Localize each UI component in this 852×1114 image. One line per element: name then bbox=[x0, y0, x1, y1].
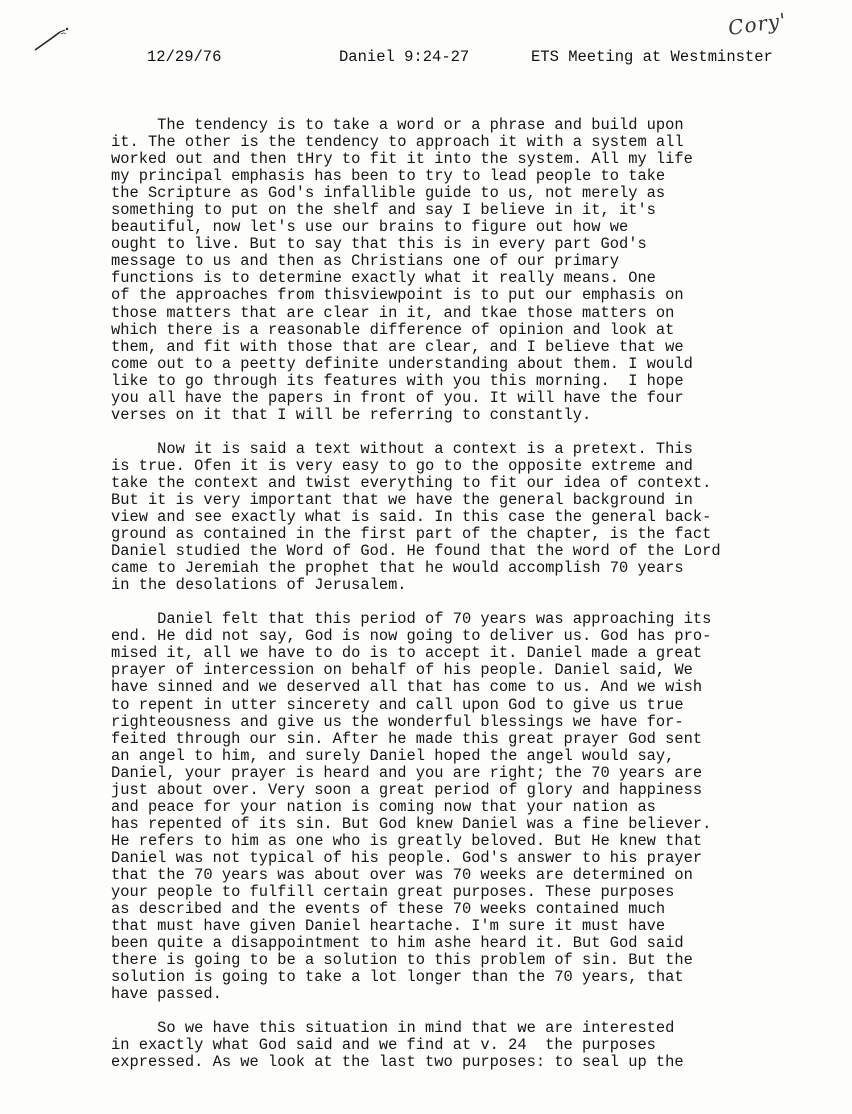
bleed-through-left-column bbox=[8, 160, 78, 920]
text-line: came to Jeremiah the prophet that he would accomplish 70 years bbox=[111, 559, 684, 578]
text-line: just about over. Very soon a great period of glory and happiness bbox=[111, 780, 703, 799]
header-date: 12/29/76 bbox=[147, 48, 222, 66]
text-line: them, and fit with those that are clear, and I believe that we bbox=[111, 337, 684, 356]
text-line: it. The other is the tendency to approach it with a system all bbox=[111, 133, 684, 152]
text-line: righteousness and give us the wonderful blessings we have for- bbox=[111, 712, 684, 731]
text-line: of the approaches from thisviewpoint is to put our emphasis on bbox=[111, 286, 684, 305]
text-line: the Scripture as God's infallible guide to us, not merely as bbox=[111, 184, 666, 203]
paragraph-1 bbox=[111, 117, 831, 424]
text-line: Daniel studied the Word of God. He found that the word of the Lord bbox=[111, 542, 721, 561]
text-line: has repented of its sin. But God knew Daniel was a fine believer. bbox=[111, 814, 712, 833]
text-line: like to go through its features with you this morning. I hope bbox=[111, 371, 684, 390]
text-line: and peace for your nation is coming now that your nation as bbox=[111, 797, 656, 816]
text-line: my principal emphasis has been to try to lead people to take bbox=[111, 167, 666, 186]
text-line: end. He did not say, God is now going to deliver us. God has pro- bbox=[111, 627, 712, 646]
text-line: as described and the events of these 70 weeks contained much bbox=[111, 900, 666, 919]
text-line: He refers to him as one who is greatly beloved. But He knew that bbox=[111, 831, 703, 850]
text-line: to repent in utter sincerety and call upon God to give us true bbox=[111, 695, 684, 714]
text-line: view and see exactly what is said. In this case the general back- bbox=[111, 508, 712, 527]
header-passage: Daniel 9:24-27 bbox=[339, 48, 470, 66]
text-line: Daniel felt that this period of 70 years was approaching its bbox=[111, 610, 712, 629]
text-line: worked out and then tHry to fit it into the system. All my life bbox=[111, 150, 693, 169]
text-line: in the desolations of Jerusalem. bbox=[111, 576, 407, 595]
text-line: an angel to him, and surely Daniel hoped the angel would say, bbox=[111, 746, 675, 765]
text-line: prayer of intercession on behalf of his people. Daniel said, We bbox=[111, 661, 693, 680]
text-line: take the context and twist everything to fit our idea of context. bbox=[111, 473, 712, 492]
text-line: which there is a reasonable difference of opinion and look at bbox=[111, 320, 675, 339]
paragraph-4 bbox=[111, 1020, 831, 1071]
text-line: is true. Ofen it is very easy to go to the opposite extreme and bbox=[111, 456, 693, 475]
text-line: mised it, all we have to do is to accept it. Daniel made a great bbox=[111, 644, 703, 663]
text-line: feited through our sin. After he made this great prayer God sent bbox=[111, 729, 703, 748]
text-line: have sinned and we deserved all that has come to us. And we wish bbox=[111, 678, 703, 697]
text-line: those matters that are clear in it, and tkae those matters on bbox=[111, 303, 675, 322]
text-line: ground as contained in the first part of the chapter, is the fact bbox=[111, 525, 712, 544]
text-line: ought to live. But to say that this is in every part God's bbox=[111, 235, 647, 254]
text-line: something to put on the shelf and say I believe in it, it's bbox=[111, 201, 656, 220]
text-line: But it is very important that we have the general background in bbox=[111, 490, 693, 509]
text-line: Daniel, your prayer is heard and you are right; the 70 years are bbox=[111, 763, 703, 782]
text-line: have passed. bbox=[111, 985, 222, 1004]
text-line: solution is going to take a lot longer than the 70 years, that bbox=[111, 968, 684, 987]
text-line: The tendency is to take a word or a phrase and build upon bbox=[111, 116, 684, 134]
text-line: message to us and then as Christians one of our primary bbox=[111, 252, 619, 271]
text-line: expressed. As we look at the last two purposes: to seal up the bbox=[111, 1053, 684, 1072]
pen-mark-icon bbox=[30, 22, 80, 62]
text-line: your people to fulfill certain great purposes. These purposes bbox=[111, 883, 675, 902]
text-line: you all have the papers in front of you. It will have the four bbox=[111, 388, 684, 407]
text-line: verses on it that I will be referring to constantly. bbox=[111, 405, 592, 424]
text-line: Daniel was not typical of his people. God's answer to his prayer bbox=[111, 848, 703, 867]
text-line: there is going to be a solution to this problem of sin. But the bbox=[111, 951, 693, 970]
text-line: So we have this situation in mind that we are interested bbox=[111, 1019, 675, 1038]
text-line: that must have given Daniel heartache. I'm sure it must have bbox=[111, 917, 666, 936]
text-line: Now it is said a text without a context is a pretext. This bbox=[111, 439, 693, 458]
paragraph-2 bbox=[111, 441, 831, 594]
header-meeting: ETS Meeting at Westminster bbox=[531, 48, 773, 66]
handwritten-note: Cory' bbox=[726, 8, 789, 40]
text-line: in exactly what God said and we find at v. 24 the purposes bbox=[111, 1036, 656, 1055]
transcript-body bbox=[111, 117, 831, 1071]
text-line: that the 70 years was about over was 70 weeks are determined on bbox=[111, 865, 693, 884]
text-line: come out to a peetty definite understanding about them. I would bbox=[111, 354, 693, 373]
text-line: functions is to determine exactly what it really means. One bbox=[111, 269, 656, 288]
text-line: been quite a disappointment to him ashe heard it. But God said bbox=[111, 934, 684, 953]
text-line: beautiful, now let's use our brains to figure out how we bbox=[111, 218, 629, 237]
paragraph-3 bbox=[111, 611, 831, 1003]
